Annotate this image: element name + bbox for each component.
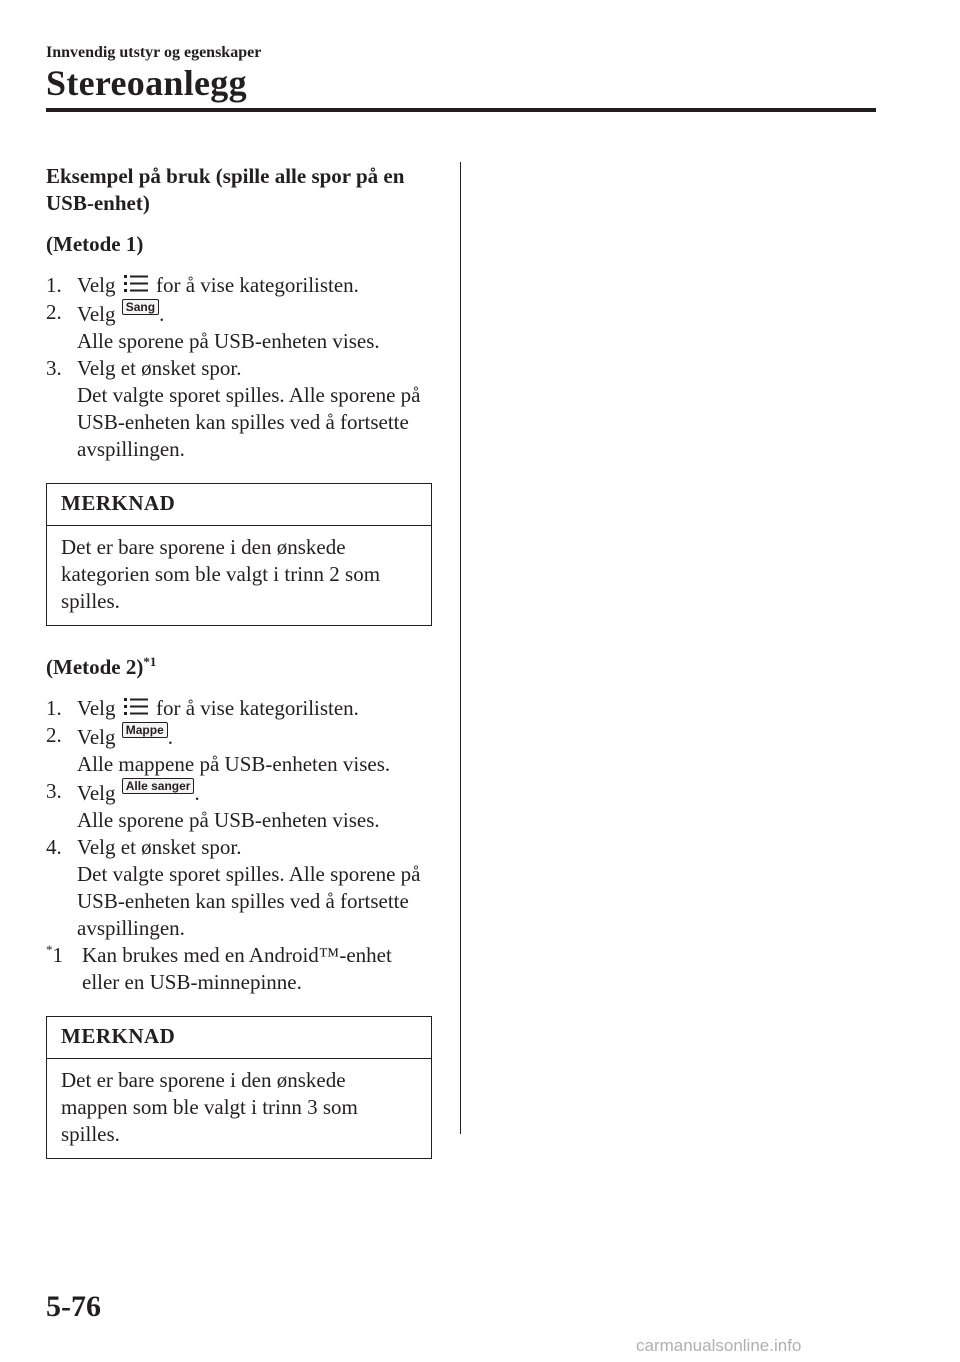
alle-sanger-button: Alle sanger bbox=[122, 778, 195, 794]
note-body: Det er bare sporene i den ønskede kategorien som ble valgt i trinn 2 som spilles. bbox=[61, 535, 381, 613]
example-heading: Eksempel på bruk (spille alle spor på en USB-enhet) bbox=[46, 164, 405, 215]
note-title: MERKNAD bbox=[47, 484, 431, 526]
left-column bbox=[46, 163, 432, 1159]
method-2-step-2: 2. Velg Mappe . bbox=[46, 723, 174, 749]
page-number: 5-76 bbox=[46, 1290, 101, 1323]
method-2-step-4: 4. Velg et ønsket spor. bbox=[46, 835, 242, 859]
footnote: *1 Kan brukes med en Android™-enhet eller en USB-minnepinne. bbox=[46, 942, 392, 994]
list-icon bbox=[123, 696, 149, 718]
method-2-step-3-detail: Alle sporene på USB-enheten vises. bbox=[77, 808, 380, 832]
method-2-heading: (Metode 2)$^{*1}$ bbox=[46, 654, 157, 679]
chapter-title: Stereoanlegg bbox=[46, 63, 247, 103]
header-rule bbox=[46, 108, 876, 112]
method-1-step-2-detail: Alle sporene på USB-enheten vises. bbox=[77, 329, 380, 353]
mappe-button: Mappe bbox=[122, 722, 168, 738]
watermark: carmanualsonline.info bbox=[636, 1336, 802, 1355]
method-1-heading: (Metode 1) bbox=[46, 232, 144, 256]
note-body: Det er bare sporene i den ønskede mappen som ble valgt i trinn 3 som spilles. bbox=[61, 1068, 358, 1146]
note-box-2 bbox=[46, 1016, 432, 1159]
method-1-step-1: 1. Velg for å vise kategorilisten. bbox=[46, 273, 359, 297]
method-2-step-3: 3. Velg Alle sanger . bbox=[46, 779, 200, 805]
method-2-step-2-detail: Alle mappene på USB-enheten vises. bbox=[77, 752, 391, 776]
note-box-1 bbox=[46, 483, 432, 626]
note-title: MERKNAD bbox=[47, 1017, 431, 1059]
method-2-step-4-detail: Det valgte sporet spilles. Alle sporene på USB-enheten kan spilles ved å fortsette avspillingen. bbox=[77, 862, 421, 940]
method-1-step-3: 3. Velg et ønsket spor. bbox=[46, 356, 242, 380]
sang-button: Sang bbox=[122, 299, 159, 315]
list-icon bbox=[123, 273, 149, 295]
method-2-step-1: 1. Velg for å vise kategorilisten. bbox=[46, 696, 359, 720]
column-divider bbox=[460, 162, 461, 1134]
method-1-step-2: 2. Velg Sang . bbox=[46, 300, 165, 326]
footnote-mark: *1 bbox=[143, 654, 157, 669]
section-label: Innvendig utstyr og egenskaper bbox=[46, 44, 262, 61]
method-1-step-3-detail: Det valgte sporet spilles. Alle sporene på USB-enheten kan spilles ved å fortsette avspillingen. bbox=[77, 383, 421, 461]
